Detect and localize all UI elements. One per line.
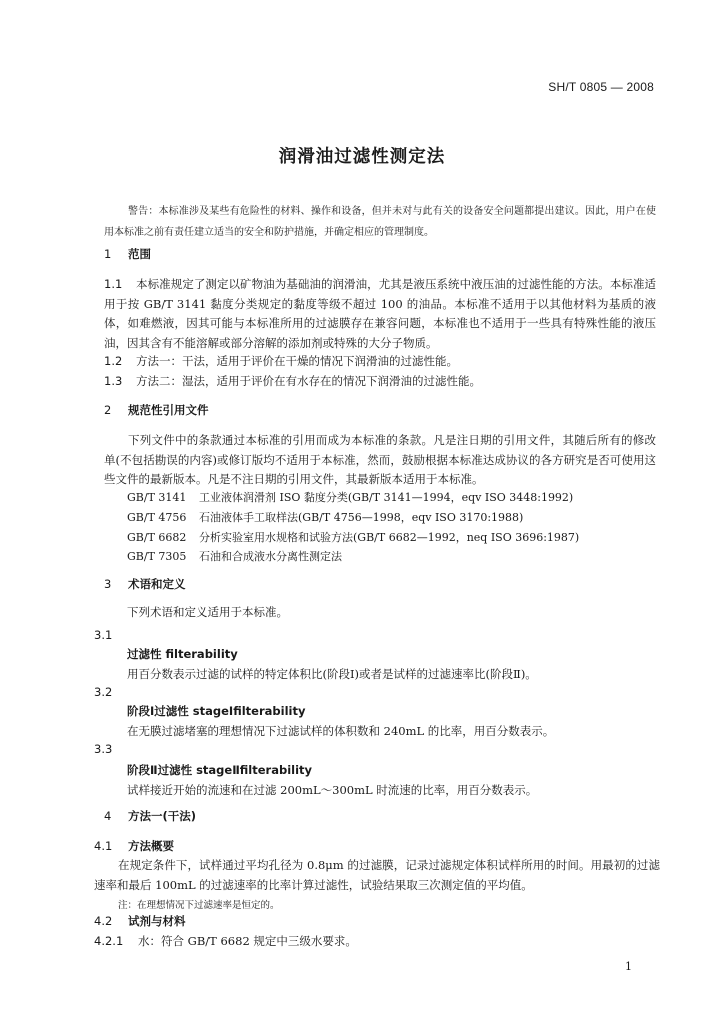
term-number: 3.3 — [94, 742, 113, 756]
terms-intro: 下列术语和定义适用于本标准。 — [127, 605, 288, 619]
reference-item — [127, 488, 573, 508]
section-2-heading — [104, 402, 209, 418]
clause-number: 1.1 — [104, 277, 123, 291]
subsection-4-1-heading — [94, 838, 174, 854]
term-name: 阶段Ⅰ过滤性 stageⅠfilterability — [127, 704, 306, 718]
clause-text: 方法二：湿法，适用于评价在有水存在的情况下润滑油的过滤性能。 — [136, 374, 481, 388]
reference-code: GB/T 4756 — [127, 511, 187, 524]
term-definition: 在无膜过滤堵塞的理想情况下过滤试样的体积数和 240mL 的比率，用百分数表示。 — [127, 724, 555, 738]
warning-text: 警告：本标准涉及某些有危险性的材料、操作和设备，但并未对与此有关的设备安全问题都提出建议。因此，用户在使用本标准之前有责任建立适当的安全和防护措施，并确定相应的管理制度。 — [104, 206, 656, 238]
clause-number: 4.2.1 — [94, 934, 124, 948]
reference-title: 工业液体润滑剂 ISO 黏度分类(GB/T 3141—1994，eqv ISO 3448:1992) — [199, 491, 574, 504]
clause-text: 方法一：干法，适用于评价在干燥的情况下润滑油的过滤性能。 — [136, 354, 458, 368]
clause-text: 水：符合 GB/T 6682 规定中三级水要求。 — [138, 934, 357, 948]
section-number: 3 — [104, 577, 112, 591]
document-title: 润滑油过滤性测定法 — [278, 147, 446, 167]
section-4-heading — [104, 808, 196, 824]
reference-item — [127, 528, 579, 548]
clause-4-2-1 — [94, 932, 646, 952]
reference-code: GB/T 3141 — [127, 491, 187, 504]
clause-1-2 — [104, 352, 656, 372]
reference-title: 石油和合成液水分离性测定法 — [199, 550, 342, 563]
subsection-number: 4.1 — [94, 839, 113, 853]
reference-title: 分析实验室用水规格和试验方法(GB/T 6682—1992，neq ISO 3696:1987) — [199, 531, 580, 544]
reference-code: GB/T 6682 — [127, 531, 187, 544]
section-number: 1 — [104, 247, 112, 261]
section-title: 术语和定义 — [128, 577, 186, 591]
standard-number: SH/T 0805 — 2008 — [548, 80, 654, 94]
method-summary-text: 在规定条件下，试样通过平均孔径为 0.8μm 的过滤膜，记录过滤规定体积试样所用的时间。用最初的过滤速率和最后 100mL 的过滤速率的比率计算过滤性，试验结果取三次测定值的平均值。 — [94, 858, 660, 892]
term-definition: 用百分数表示过滤的试样的特定体积比(阶段Ⅰ)或者是试样的过滤速率比(阶段Ⅱ)。 — [127, 667, 537, 681]
subsection-number: 4.2 — [94, 914, 113, 928]
reference-code: GB/T 7305 — [127, 550, 187, 563]
section-3-heading — [104, 576, 186, 592]
clause-number: 1.2 — [104, 354, 123, 368]
subsection-4-2-heading — [94, 913, 186, 929]
normative-references-intro: 下列文件中的条款通过本标准的引用而成为本标准的条款。凡是注日期的引用文件，其随后所有的修改单(不包括勘误的内容)或修订版均不适用于本标准，然而，鼓励根据本标准达成协议的各方研究是否可使用这些文件的最新版本。凡是不注日期的引用文件，其最新版本适用于本标准。 — [104, 433, 656, 486]
section-title: 方法一(干法) — [128, 809, 197, 823]
clause-number: 1.3 — [104, 374, 123, 388]
page-number: 1 — [625, 960, 632, 973]
section-title: 规范性引用文件 — [128, 403, 209, 417]
term-name: 阶段Ⅱ过滤性 stageⅡfilterability — [127, 763, 313, 777]
section-1-heading — [104, 246, 151, 262]
term-definition: 试样接近开始的流速和在过滤 200mL～300mL 时流速的比率，用百分数表示。 — [127, 783, 538, 797]
clause-text: 本标准规定了测定以矿物油为基础油的润滑油，尤其是液压系统中液压油的过滤性能的方法。本标准适用于按 GB/T 3141 黏度分类规定的黏度等级不超过 100 的油品。本标准不适用于以其他材料为基质的液体，如难燃液，因其可能与本标准所用的过滤膜存在兼容问题，本标准也不适用于一些具有特殊性能的液压油，因其含有不能溶解或部分溶解的添加剂或特殊的大分子物质。 — [104, 277, 656, 350]
clause-1-3 — [104, 372, 656, 392]
section-number: 4 — [104, 809, 112, 823]
reference-item — [127, 547, 342, 567]
section-number: 2 — [104, 403, 112, 417]
clause-1-1 — [104, 275, 656, 353]
term-number: 3.2 — [94, 685, 113, 699]
term-name: 过滤性 filterability — [127, 647, 238, 661]
subsection-title: 方法概要 — [128, 839, 174, 853]
reference-title: 石油液体手工取样法(GB/T 4756—1998，eqv ISO 3170:1988) — [199, 511, 524, 524]
reference-item — [127, 508, 523, 528]
note-text: 注：在理想情况下过滤速率是恒定的。 — [118, 900, 280, 911]
subsection-title: 试剂与材料 — [128, 914, 186, 928]
section-title: 范围 — [128, 247, 152, 261]
term-number: 3.1 — [94, 628, 113, 642]
